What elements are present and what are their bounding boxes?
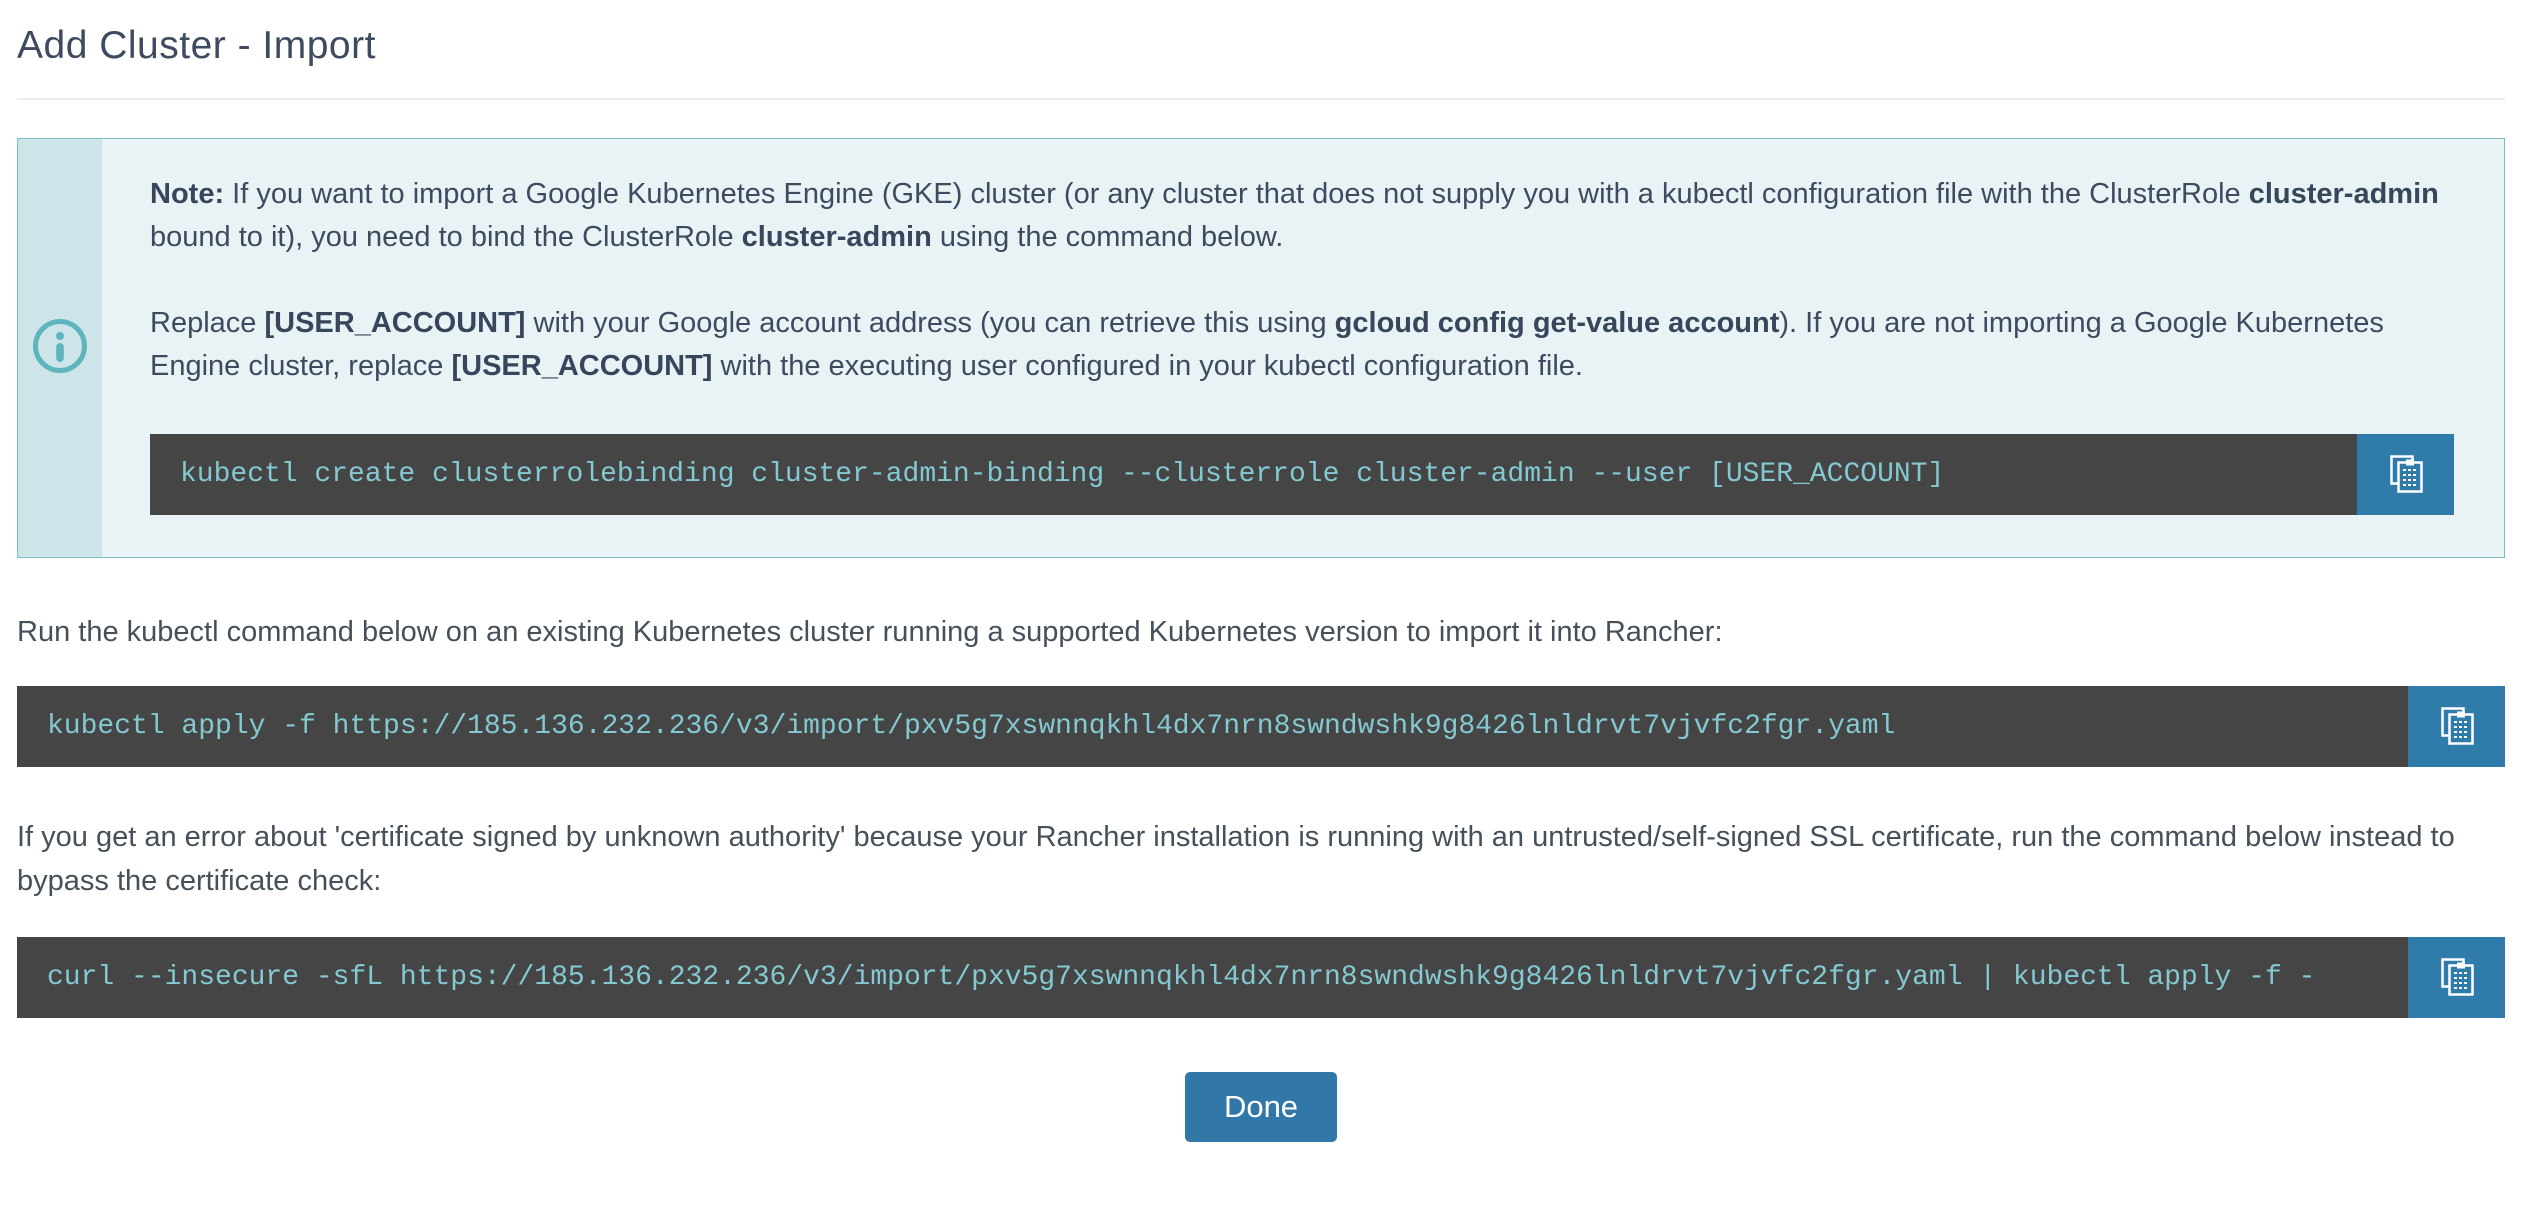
page-title: Add Cluster - Import: [17, 24, 376, 67]
copy-clusterrolebinding-button[interactable]: [2357, 434, 2454, 515]
import-code-row: [17, 686, 2505, 767]
insecure-import-command: curl --insecure -sfL https://185.136.232.236/v3/import/pxv5g7xswnnqkhl4dx7nrn8swndwshk9g8426lnldrvt7vjvfc2fgr.yaml | kubectl apply -f -: [17, 937, 2408, 1018]
import-command-section: [17, 610, 2505, 767]
clusterrolebinding-command: kubectl create clusterrolebinding cluster-admin-binding --clusterrole cluster-admin --user [USER_ACCOUNT]: [150, 434, 2357, 515]
import-command: kubectl apply -f https://185.136.232.236/v3/import/pxv5g7xswnnqkhl4dx7nrn8swndwshk9g8426lnldrvt7vjvfc2fgr.yaml: [17, 686, 2408, 767]
note-paragraph-gke: Note: If you want to import a Google Kubernetes Engine (GKE) cluster (or any cluster that does not supply you with a kubectl configuration file with the ClusterRole cluster-admin bound to it), you need to bind the ClusterRole cluster-admin using the command below.: [150, 178, 2439, 253]
done-button[interactable]: Done: [1185, 1072, 1337, 1142]
copy-insecure-command-button[interactable]: [2408, 937, 2505, 1018]
clipboard-icon: [2386, 451, 2426, 498]
insecure-command-section: [17, 815, 2505, 1018]
insecure-code-row: [17, 937, 2505, 1018]
clusterrolebinding-code-row: [150, 434, 2454, 515]
copy-import-command-button[interactable]: [2408, 686, 2505, 767]
note-paragraph-user-account: Replace [USER_ACCOUNT] with your Google account address (you can retrieve this using gcloud config get-value account). If you are not importing a Google Kubernetes Engine cluster, replace [USER_ACCOUNT] with the executing user configured in your kubectl configuration file.: [150, 307, 2384, 382]
run-instruction-text: Run the kubectl command below on an existing Kubernetes cluster running a supported Kubernetes version to import it into Rancher:: [17, 616, 1723, 648]
info-icon: [31, 317, 89, 380]
certificate-instruction-text: If you get an error about 'certificate signed by unknown authority' because your Rancher installation is running with an untrusted/self-signed SSL certificate, run the command below instead to bypass the certificate check:: [17, 821, 2455, 897]
footer-actions: [17, 1072, 2505, 1142]
note-banner: [17, 138, 2505, 558]
note-content: [102, 139, 2504, 557]
title-divider: [17, 98, 2505, 100]
clipboard-icon: [2437, 703, 2477, 750]
clipboard-icon: [2437, 954, 2477, 1001]
note-icon-column: [18, 139, 102, 557]
